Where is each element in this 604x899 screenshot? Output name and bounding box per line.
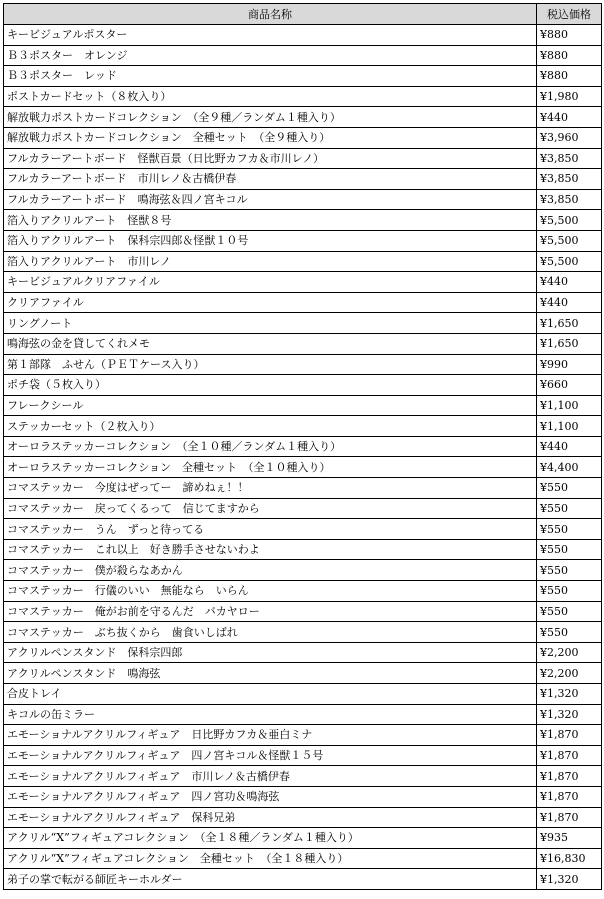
- price-cell: ¥3,850: [537, 189, 602, 210]
- table-row: [4, 395, 602, 416]
- product-name-cell: 箔入りアクリルアート 市川レノ: [4, 251, 537, 272]
- table-row: [4, 848, 602, 869]
- product-name-cell: アクリルペンスタンド 鳴海弦: [4, 663, 537, 684]
- table-row: [4, 560, 602, 581]
- price-cell: ¥1,870: [537, 725, 602, 746]
- price-cell: ¥1,870: [537, 745, 602, 766]
- price-cell: ¥2,200: [537, 663, 602, 684]
- price-cell: ¥660: [537, 375, 602, 396]
- product-name-cell: フレークシール: [4, 395, 537, 416]
- table-body: [4, 25, 602, 890]
- table-row: [4, 622, 602, 643]
- price-cell: ¥440: [537, 107, 602, 128]
- price-cell: ¥1,870: [537, 786, 602, 807]
- table-row: [4, 375, 602, 396]
- product-name-cell: 第１部隊 ふせん（ＰＥＴケース入り）: [4, 354, 537, 375]
- table-row: [4, 745, 602, 766]
- table-row: [4, 45, 602, 66]
- price-cell: ¥1,320: [537, 869, 602, 890]
- table-row: [4, 272, 602, 293]
- price-cell: ¥550: [537, 601, 602, 622]
- product-name-cell: キコルの缶ミラー: [4, 704, 537, 725]
- product-name-cell: オーロラステッカーコレクション （全１０種／ランダム１種入り）: [4, 436, 537, 457]
- table-row: [4, 869, 602, 890]
- table-row: [4, 107, 602, 128]
- product-name-cell: コマステッカー これ以上 好き勝手させないわよ: [4, 539, 537, 560]
- product-name-cell: リングノート: [4, 313, 537, 334]
- table-row: [4, 684, 602, 705]
- price-cell: ¥550: [537, 581, 602, 602]
- price-cell: ¥2,200: [537, 642, 602, 663]
- price-cell: ¥5,500: [537, 230, 602, 251]
- price-cell: ¥3,960: [537, 127, 602, 148]
- product-name-cell: エモーショナルアクリルフィギュア 保科兄弟: [4, 807, 537, 828]
- product-name-cell: 解放戦力ポストカードコレクション （全９種／ランダム１種入り）: [4, 107, 537, 128]
- product-name-cell: エモーショナルアクリルフィギュア 日比野カフカ＆亜白ミナ: [4, 725, 537, 746]
- product-name-cell: コマステッカー 僕が殺らなあかん: [4, 560, 537, 581]
- product-name-cell: ステッカーセット（２枚入り）: [4, 416, 537, 437]
- price-list: [3, 3, 601, 890]
- price-cell: ¥550: [537, 622, 602, 643]
- price-cell: ¥5,500: [537, 210, 602, 231]
- table-row: [4, 436, 602, 457]
- product-name-cell: フルカラーアートボード 鳴海弦＆四ノ宮キコル: [4, 189, 537, 210]
- product-name-cell: オーロラステッカーコレクション 全種セット （全１０種入り）: [4, 457, 537, 478]
- price-cell: ¥3,850: [537, 148, 602, 169]
- table-row: [4, 766, 602, 787]
- price-cell: ¥5,500: [537, 251, 602, 272]
- table-row: [4, 581, 602, 602]
- product-name-cell: 鳴海弦の金を貸してくれメモ: [4, 333, 537, 354]
- price-cell: ¥935: [537, 828, 602, 849]
- table-row: [4, 230, 602, 251]
- table-row: [4, 333, 602, 354]
- table-row: [4, 148, 602, 169]
- price-cell: ¥550: [537, 539, 602, 560]
- price-cell: ¥440: [537, 272, 602, 293]
- product-name-cell: アクリル“X”フィギュアコレクション 全種セット （全１８種入り）: [4, 848, 537, 869]
- product-name-cell: エモーショナルアクリルフィギュア 四ノ宮キコル＆怪獣１５号: [4, 745, 537, 766]
- table-row: [4, 25, 602, 46]
- table-row: [4, 828, 602, 849]
- table-row: [4, 313, 602, 334]
- table-row: [4, 725, 602, 746]
- table-row: [4, 498, 602, 519]
- price-cell: ¥1,100: [537, 395, 602, 416]
- product-name-cell: コマステッカー 戻ってくるって 信じてますから: [4, 498, 537, 519]
- product-name-cell: アクリル“X”フィギュアコレクション （全１８種／ランダム１種入り）: [4, 828, 537, 849]
- price-cell: ¥1,100: [537, 416, 602, 437]
- price-cell: ¥550: [537, 478, 602, 499]
- price-cell: ¥1,320: [537, 704, 602, 725]
- product-name-cell: 合皮トレイ: [4, 684, 537, 705]
- price-cell: ¥1,650: [537, 333, 602, 354]
- product-name-cell: 箔入りアクリルアート 保科宗四郎＆怪獣１０号: [4, 230, 537, 251]
- price-cell: ¥880: [537, 45, 602, 66]
- table-row: [4, 169, 602, 190]
- product-name-cell: クリアファイル: [4, 292, 537, 313]
- table-row: [4, 86, 602, 107]
- product-name-cell: ポチ袋（５枚入り）: [4, 375, 537, 396]
- price-cell: ¥1,980: [537, 86, 602, 107]
- product-name-cell: エモーショナルアクリルフィギュア 四ノ宮功＆鳴海弦: [4, 786, 537, 807]
- table-row: [4, 66, 602, 87]
- product-name-cell: Ｂ３ポスター オレンジ: [4, 45, 537, 66]
- table-row: [4, 127, 602, 148]
- table-row: [4, 642, 602, 663]
- table-row: [4, 519, 602, 540]
- price-cell: ¥16,830: [537, 848, 602, 869]
- price-cell: ¥440: [537, 436, 602, 457]
- price-cell: ¥880: [537, 25, 602, 46]
- price-cell: ¥550: [537, 519, 602, 540]
- price-cell: ¥880: [537, 66, 602, 87]
- product-name-cell: 弟子の掌で転がる師匠キーホルダー: [4, 869, 537, 890]
- price-cell: ¥3,850: [537, 169, 602, 190]
- table-row: [4, 786, 602, 807]
- table-row: [4, 807, 602, 828]
- product-name-cell: コマステッカー 今度はぜってー 諦めねぇ！！: [4, 478, 537, 499]
- table-row: [4, 704, 602, 725]
- table-row: [4, 251, 602, 272]
- table-row: [4, 663, 602, 684]
- product-name-cell: フルカラーアートボード 市川レノ＆古橋伊春: [4, 169, 537, 190]
- price-cell: ¥550: [537, 498, 602, 519]
- table-row: [4, 189, 602, 210]
- product-name-cell: Ｂ３ポスター レッド: [4, 66, 537, 87]
- product-name-cell: ポストカードセット（８枚入り）: [4, 86, 537, 107]
- product-name-cell: コマステッカー ぶち抜くから 歯食いしばれ: [4, 622, 537, 643]
- price-cell: ¥1,650: [537, 313, 602, 334]
- table-row: [4, 416, 602, 437]
- column-header-name: 商品名称: [4, 4, 537, 25]
- product-name-cell: コマステッカー うん ずっと待ってる: [4, 519, 537, 540]
- product-name-cell: 箔入りアクリルアート 怪獣８号: [4, 210, 537, 231]
- product-name-cell: コマステッカー 俺がお前を守るんだ バカヤロー: [4, 601, 537, 622]
- column-header-price: 税込価格: [537, 4, 602, 25]
- price-cell: ¥440: [537, 292, 602, 313]
- price-cell: ¥1,870: [537, 807, 602, 828]
- price-cell: ¥550: [537, 560, 602, 581]
- table-row: [4, 457, 602, 478]
- product-name-cell: コマステッカー 行儀のいい 無能なら いらん: [4, 581, 537, 602]
- price-cell: ¥4,400: [537, 457, 602, 478]
- price-cell: ¥1,870: [537, 766, 602, 787]
- product-name-cell: 解放戦力ポストカードコレクション 全種セット （全９種入り）: [4, 127, 537, 148]
- price-cell: ¥990: [537, 354, 602, 375]
- table-row: [4, 354, 602, 375]
- product-name-cell: キービジュアルポスター: [4, 25, 537, 46]
- price-cell: ¥1,320: [537, 684, 602, 705]
- product-name-cell: フルカラーアートボード 怪獣百景（日比野カフカ＆市川レノ）: [4, 148, 537, 169]
- product-name-cell: アクリルペンスタンド 保科宗四郎: [4, 642, 537, 663]
- table-row: [4, 539, 602, 560]
- product-name-cell: キービジュアルクリアファイル: [4, 272, 537, 293]
- table-header-row: [4, 4, 602, 25]
- table-row: [4, 292, 602, 313]
- table-row: [4, 210, 602, 231]
- table-row: [4, 601, 602, 622]
- price-table: [3, 3, 602, 890]
- table-row: [4, 478, 602, 499]
- product-name-cell: エモーショナルアクリルフィギュア 市川レノ＆古橋伊春: [4, 766, 537, 787]
